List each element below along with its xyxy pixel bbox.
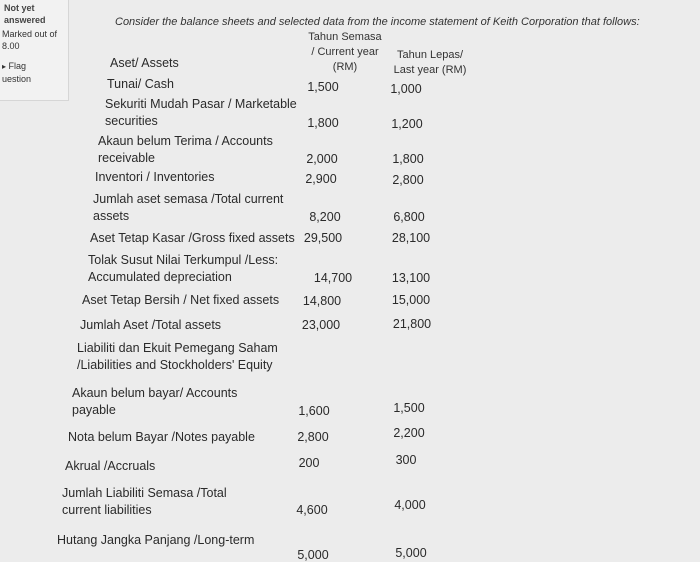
row-label-accounts-payable: Akaun belum bayar/ Accounts payable bbox=[72, 386, 238, 417]
row-label-cash: Tunai/ Cash bbox=[107, 77, 174, 91]
previous-value-notes-payable: 2,200 bbox=[393, 426, 425, 440]
question-marks: Marked out of 8.00 bbox=[2, 29, 58, 51]
current-value-accounts-payable: 1,600 bbox=[298, 404, 330, 418]
row-label-liabilities-equity: Liabiliti dan Ekuit Pemegang Saham /Liabilities and Stockholders' Equity bbox=[77, 341, 278, 372]
row-label-accumulated-depreciation: Tolak Susut Nilai Terkumpul /Less: Accumulated depreciation bbox=[88, 253, 279, 284]
previous-value-total-current-liabilities: 4,000 bbox=[394, 498, 426, 512]
current-value-accumulated-depreciation: 14,700 bbox=[313, 271, 353, 285]
previous-value-gross-fixed-assets: 28,100 bbox=[391, 231, 431, 245]
header-current-year: Tahun Semasa / Current year (RM) bbox=[308, 31, 382, 73]
row-label-notes-payable: Nota belum Bayar /Notes payable bbox=[68, 430, 255, 444]
question-info-panel bbox=[0, 0, 69, 101]
row-label-accruals: Akrual /Accruals bbox=[65, 459, 156, 473]
current-value-cash: 1,500 bbox=[307, 80, 339, 94]
row-label-total-current-liabilities: Jumlah Liabiliti Semasa /Total current liabilities bbox=[62, 486, 227, 517]
header-previous-year: Tahun Lepas/ Last year (RM) bbox=[393, 49, 467, 76]
previous-value-marketable-securities: 1,200 bbox=[391, 117, 423, 131]
row-label-total-current-assets: Jumlah aset semasa /Total current assets bbox=[93, 192, 284, 223]
row-label-long-term-debt: Hutang Jangka Panjang /Long-term bbox=[57, 533, 255, 547]
previous-value-total-current-assets: 6,800 bbox=[393, 210, 425, 224]
row-label-marketable-securities: Sekuriti Mudah Pasar / Marketable securities bbox=[105, 97, 297, 128]
current-value-gross-fixed-assets: 29,500 bbox=[303, 231, 343, 245]
current-value-accruals: 200 bbox=[298, 456, 320, 470]
row-label-accounts-receivable: Akaun belum Terima / Accounts receivable bbox=[98, 134, 273, 165]
previous-value-cash: 1,000 bbox=[390, 82, 422, 96]
previous-value-net-fixed-assets: 15,000 bbox=[391, 293, 431, 307]
previous-value-inventories: 2,800 bbox=[392, 173, 424, 187]
question-status: Not yet answered bbox=[4, 3, 46, 25]
flag-question-link[interactable]: ▸ Flag uestion bbox=[2, 61, 32, 84]
row-label-assets: Aset/ Assets bbox=[110, 56, 179, 70]
question-text: Consider the balance sheets and selected data from the income statement of Keith Corporation that follows: bbox=[115, 16, 640, 28]
current-value-total-current-assets: 8,200 bbox=[309, 210, 341, 224]
current-value-long-term-debt: 5,000 bbox=[297, 548, 329, 562]
current-value-total-current-liabilities: 4,600 bbox=[296, 503, 328, 517]
current-value-marketable-securities: 1,800 bbox=[307, 116, 339, 130]
previous-value-accruals: 300 bbox=[395, 453, 417, 467]
previous-value-accounts-payable: 1,500 bbox=[393, 401, 425, 415]
current-value-inventories: 2,900 bbox=[305, 172, 337, 186]
previous-value-long-term-debt: 5,000 bbox=[395, 546, 427, 560]
row-label-inventories: Inventori / Inventories bbox=[95, 170, 215, 184]
current-value-notes-payable: 2,800 bbox=[297, 430, 329, 444]
current-value-total-assets: 23,000 bbox=[301, 318, 341, 332]
previous-value-accumulated-depreciation: 13,100 bbox=[391, 271, 431, 285]
current-value-net-fixed-assets: 14,800 bbox=[302, 294, 342, 308]
row-label-gross-fixed-assets: Aset Tetap Kasar /Gross fixed assets bbox=[90, 231, 295, 245]
previous-value-accounts-receivable: 1,800 bbox=[392, 152, 424, 166]
flag-icon: ▸ bbox=[2, 62, 7, 71]
previous-value-total-assets: 21,800 bbox=[392, 317, 432, 331]
row-label-net-fixed-assets: Aset Tetap Bersih / Net fixed assets bbox=[82, 293, 280, 307]
current-value-accounts-receivable: 2,000 bbox=[306, 152, 338, 166]
row-label-total-assets: Jumlah Aset /Total assets bbox=[80, 318, 222, 332]
